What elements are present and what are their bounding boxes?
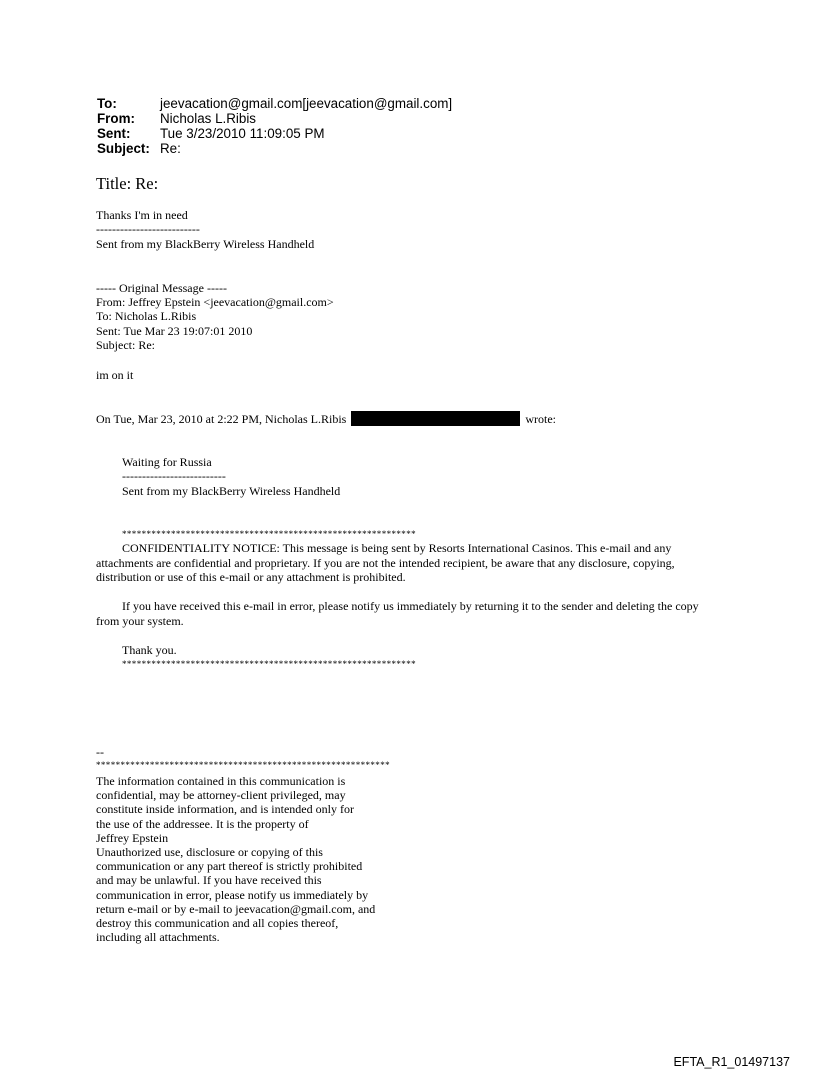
footer-line: Unauthorized use, disclosure or copying of this: [96, 845, 323, 860]
quoted-thanks: Thank you.: [122, 643, 177, 657]
original-subject: Subject: Re:: [96, 338, 155, 352]
error-notice: If you have received this e-mail in error, please notify us immediately by returning it to the sender and deleting the copy from your system.: [96, 599, 699, 628]
quote-intro-text: On Tue, Mar 23, 2010 at 2:22 PM, Nicholas L.Ribis: [96, 412, 347, 426]
quoted-signature: Sent from my BlackBerry Wireless Handheld: [122, 484, 341, 498]
quoted-separator: --------------------------: [122, 469, 226, 483]
original-from: From: Jeffrey Epstein <jeevacation@gmail.com>: [96, 295, 334, 309]
redaction-block: [351, 411, 520, 426]
quote-intro-wrote: wrote:: [525, 412, 556, 426]
email-header: [97, 96, 452, 156]
quoted-stars-bottom: ************************************************************: [122, 659, 416, 669]
footer-line: the use of the addressee. It is the property of: [96, 816, 309, 831]
footer-line: The information contained in this communication is: [96, 774, 346, 788]
footer-disclaimer: [96, 774, 375, 944]
from-value: Nicholas L.Ribis: [160, 111, 257, 126]
original-sent: Sent: Tue Mar 23 19:07:01 2010: [96, 324, 253, 338]
document-id: EFTA_R1_01497137: [673, 1055, 790, 1069]
footer-line: destroy this communication and all copies thereof,: [96, 916, 339, 931]
footer-line: Jeffrey Epstein: [96, 830, 169, 845]
quoted-stars-top: ************************************************************: [122, 529, 416, 539]
reply-separator: --------------------------: [96, 222, 200, 236]
from-row: [97, 111, 452, 126]
footer-line: including all attachments.: [96, 930, 220, 945]
footer-line: and may be unlawful. If you have received this: [96, 873, 322, 888]
confidentiality-notice: CONFIDENTIALITY NOTICE: This message is being sent by Resorts International Casinos. This e-mail and any attachments are confidential and proprietary. If you are not the intended recipient, be aware that any disclosure, copying, distribution or use of this e-mail or any attachment is prohibited.: [96, 541, 675, 584]
subject-row: [97, 141, 452, 156]
footer-line: communication or any part thereof is strictly prohibited: [96, 859, 363, 874]
reply-line: Thanks I'm in need: [96, 208, 188, 222]
to-row: [97, 96, 452, 111]
footer-dashes: --: [96, 745, 104, 759]
sent-row: [97, 126, 452, 141]
original-heading: ----- Original Message -----: [96, 281, 227, 295]
subject-label: Subject:: [97, 141, 150, 156]
footer-line: confidential, may be attorney-client privileged, may: [96, 788, 346, 803]
to-value: jeevacation@gmail.com[jeevacation@gmail.com]: [160, 96, 453, 111]
from-label: From:: [97, 111, 135, 126]
footer-line: communication in error, please notify us immediately by: [96, 887, 369, 902]
quote-intro: [96, 411, 556, 427]
subject-value: Re:: [160, 141, 181, 156]
footer-line: constitute inside information, and is intended only for: [96, 802, 354, 817]
quoted-line: Waiting for Russia: [122, 455, 212, 469]
footer-stars: ************************************************************: [96, 760, 390, 770]
original-body: im on it: [96, 368, 134, 382]
page-title: Title: Re:: [96, 174, 159, 193]
original-to: To: Nicholas L.Ribis: [96, 309, 197, 323]
sent-label: Sent:: [97, 126, 131, 141]
to-label: To:: [97, 96, 117, 111]
sent-value: Tue 3/23/2010 11:09:05 PM: [160, 126, 325, 141]
footer-line: return e-mail or by e-mail to jeevacation@gmail.com, and: [96, 901, 376, 916]
reply-signature: Sent from my BlackBerry Wireless Handheld: [96, 237, 315, 251]
